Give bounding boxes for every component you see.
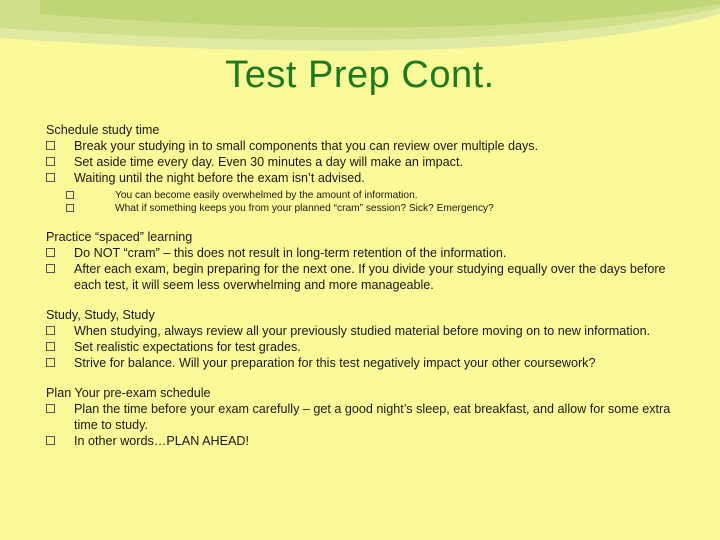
- section-heading: Plan Your pre-exam schedule: [46, 386, 211, 400]
- header-swoosh-decoration: [0, 0, 720, 60]
- list-item: Waiting until the night before the exam isn’t advised.: [46, 170, 686, 186]
- sub-list-item: What if something keeps you from your planned “cram” session? Sick? Emergency?: [66, 202, 686, 215]
- list-item: After each exam, begin preparing for the next one. If you divide your studying equally over the days before each test, it will seem less overwhelming and more manageable.: [46, 261, 686, 293]
- square-bullet-icon: [46, 157, 55, 166]
- sub-list: [46, 189, 686, 215]
- square-bullet-icon: [66, 204, 74, 212]
- list-item: Do NOT “cram” – this does not result in long-term retention of the information.: [46, 245, 686, 261]
- square-bullet-icon: [46, 358, 55, 367]
- square-bullet-icon: [46, 264, 55, 273]
- square-bullet-icon: [46, 248, 55, 257]
- square-bullet-icon: [46, 173, 55, 182]
- square-bullet-icon: [46, 342, 55, 351]
- list-item: Set realistic expectations for test grades.: [46, 339, 686, 355]
- sub-list-item: You can become easily overwhelmed by the amount of information.: [66, 189, 686, 202]
- list-item: Plan the time before your exam carefully – get a good night’s sleep, eat breakfast, and allow for some extra time to study.: [46, 401, 686, 433]
- section-study-study-study: [46, 307, 686, 371]
- list-item: Set aside time every day. Even 30 minutes a day will make an impact.: [46, 154, 686, 170]
- square-bullet-icon: [46, 326, 55, 335]
- square-bullet-icon: [66, 191, 74, 199]
- square-bullet-icon: [46, 141, 55, 150]
- slide-body: [46, 122, 686, 463]
- section-heading: Study, Study, Study: [46, 308, 155, 322]
- section-heading: Practice “spaced” learning: [46, 230, 193, 244]
- section-schedule-study-time: [46, 122, 686, 215]
- section-pre-exam-schedule: [46, 385, 686, 449]
- slide-title: Test Prep Cont.: [225, 54, 495, 96]
- section-spaced-learning: [46, 229, 686, 293]
- list-item: Strive for balance. Will your preparation for this test negatively impact your other coursework?: [46, 355, 686, 371]
- section-heading: Schedule study time: [46, 123, 160, 137]
- square-bullet-icon: [46, 436, 55, 445]
- list-item: In other words…PLAN AHEAD!: [46, 433, 686, 449]
- list-item: Break your studying in to small components that you can review over multiple days.: [46, 138, 686, 154]
- list-item: When studying, always review all your previously studied material before moving on to new information.: [46, 323, 686, 339]
- square-bullet-icon: [46, 404, 55, 413]
